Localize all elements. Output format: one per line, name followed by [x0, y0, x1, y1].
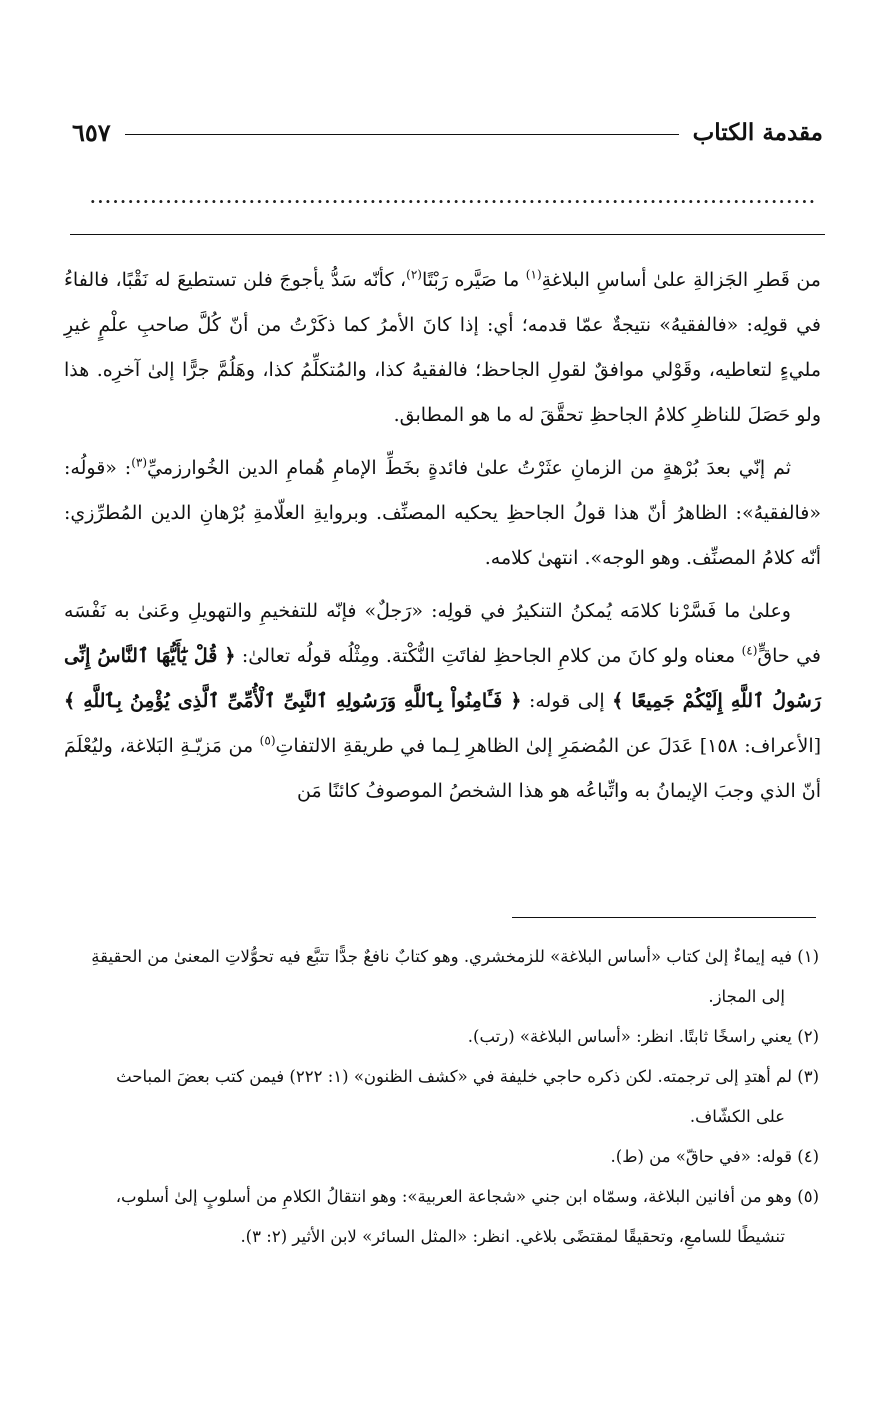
- footnote-ref-2[interactable]: (٢): [406, 267, 422, 282]
- footnote-ref-4[interactable]: (٤): [741, 643, 758, 658]
- top-rule: [70, 234, 825, 235]
- footnote-3: (٣) لم أهتدِ إلى ترجمته. لكن ذكره حاجي خليفة في «كشف الظنون» (١: ٢٢٢) فيمن كتب بعضَ المباحث على الكشّاف.: [116, 1067, 819, 1126]
- footnote-2: (٢) يعني راسخًا ثابتًا. انظر: «أساس البلاغة» (رتب).: [467, 1027, 819, 1046]
- page-number: ٦٥٧: [72, 117, 111, 147]
- paragraph-2: ثم إنّي بعدَ بُرْهةٍ من الزمانِ عثَرْتُ علىٰ فائدةٍ بخَطِّ الإمامِ هُمامِ الدين الخُوارزميِّ$^{(٣)}$: «قولُه: «فالفقيهُ»: الظاهرُ أنّ هذا قولُ الجاحظِ يحكيه المصنِّف. وبروايةِ العلّامةِ بُرْهانِ الدين المُطرِّزي: أنّه كلامُ المصنِّف. وهو الوجه». انتهىٰ كلامه.: [64, 455, 821, 569]
- paragraph-3: وعلىٰ ما فَسَّرْنا كلامَه يُمكنُ التنكيرُ في قولِه: «رَجلٌ» فإنّه للتفخيمِ والتهويلِ وعَنىٰ به نَفْسَه في حاقٍّ$^{(٤)}$ معناه ولو كانَ من كلامِ الجاحظِ لفاتَتِ النُّكْتة. ومِثْلُه قولُه تعالىٰ: ﴿ قُلْ يَٰٓأَيُّهَا ٱلنَّاسُ إِنِّى رَسُولُ ٱللَّهِ إِلَيْكُمْ جَمِيعًا ﴾ إلى قوله: ﴿ فَـَٔامِنُواْ بِٱللَّهِ وَرَسُولِهِ ٱلنَّبِىِّ ٱلْأُمِّىِّ ٱلَّذِى يُؤْمِنُ بِٱللَّهِ ﴾ [الأعراف: ١٥٨] عَدَلَ عن المُضمَرِ إلىٰ الظاهرِ لِـما في طريقةِ الالتفاتِ$^{(٥)}$ من مَزيّـةِ البَلاغة، وليُعْلَمَ أنّ الذي وجبَ الإيمانُ به واتِّباعُه هو هذا الشخصُ الموصوفُ كائنًا مَن: [64, 600, 822, 802]
- quran-verse-2: ﴿ فَـَٔامِنُواْ بِٱللَّهِ وَرَسُولِهِ ٱلنَّبِىِّ ٱلْأُمِّىِّ ٱلَّذِى يُؤْمِنُ بِٱللَّهِ ﴾: [64, 690, 522, 712]
- footnote-ref-3[interactable]: (٣): [131, 455, 148, 470]
- quran-verse-1: ﴿ قُلْ يَٰٓأَيُّهَا ٱلنَّاسُ إِنِّى رَسُولُ ٱللَّهِ إِلَيْكُمْ جَمِيعًا ﴾: [64, 645, 821, 712]
- footnote-ref-1[interactable]: (١): [525, 267, 542, 282]
- running-header: [72, 112, 823, 152]
- header-rule: [125, 134, 679, 135]
- main-text: [64, 258, 821, 822]
- paragraph-1: من قَطرِ الجَزالةِ علىٰ أساسِ البلاغةِ$^{(١)}$ ما صَيَّره رَبْتًا$^{(٢)}$، كأنّه سَدُّ يأجوجَ فلن تستطيعَ له نَقْبًا، فالفاءُ في قولِه: «فالفقيهُ» نتيجةٌ عمّا قدمه؛ أي: إذا كانَ الأمرُ كما ذكَرْتُ من أنّ كُلَّ صاحبِ علْمٍ غيرِ مليءٍ لتعاطيه، وقَوْلي موافقٌ لقولِ الجاحظ؛ فالفقيهُ كذا، والمُتكلِّمُ كذا، وهَلُمَّ جرًّا إلىٰ آخرِه. هذا ولو حَصَلَ للناظرِ كلامُ الجاحظِ تحقَّقَ له ما هو المطابق.: [64, 267, 821, 426]
- footnotes: [64, 937, 819, 1257]
- header-title: مقدمة الكتاب: [692, 118, 823, 146]
- footnote-5: (٥) وهو من أفانين البلاغة، وسمّاه ابن جني «شجاعة العربية»: وهو انتقالُ الكلامِ من أسلوبٍ إلىٰ أسلوب، تنشيطًا للسامعِ، وتحقيقًا لمقتضًى بلاغي. انظر: «المثل السائر» لابن الأثير (٢: ٣).: [115, 1187, 819, 1246]
- footnote-4: (٤) قوله: «في حاقّ» من (ط).: [610, 1147, 819, 1166]
- footnote-ref-5[interactable]: (٥): [259, 733, 276, 748]
- footnote-1: (١) فيه إيماءٌ إلىٰ كتاب «أساس البلاغة» للزمخشري. وهو كتابٌ نافعٌ جدًّا تتبَّع فيه تحوُّلاتِ المعنىٰ من الحقيقةِ إلى المجاز.: [91, 947, 819, 1006]
- footnote-rule: [512, 917, 816, 918]
- dotted-separator: ................................................................................................: [90, 188, 817, 207]
